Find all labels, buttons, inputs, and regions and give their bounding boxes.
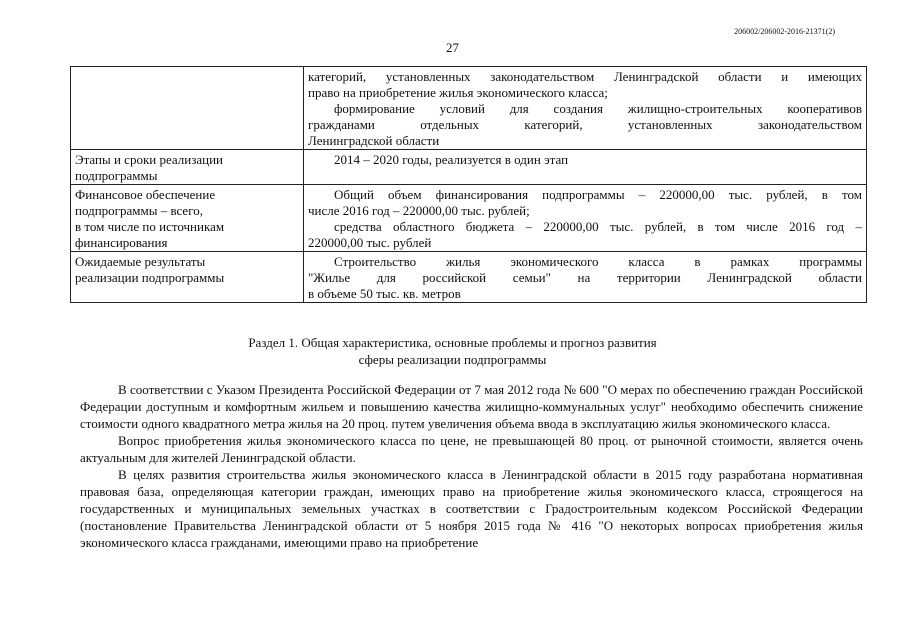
table-cell-value xyxy=(304,150,867,185)
text-line: финансирования xyxy=(75,235,168,250)
paragraph: В целях развития строительства жилья экономического класса в Ленинградской области в 2015 году разработана нормативная правовая база, определяющая категории граждан, имеющих право на приобретение жилья экономического класса, строящегося на государственных и муниципальных земельных участках в соответствии с Градостроительным кодексом Российской Федерации (постановление Правительства Ленинградской области от 5 ноября 2015 года № 416 "О некоторых вопросах приобретения жилья экономического класса гражданами, имеющими право на приобретение xyxy=(80,467,863,550)
text-line: в том числе по источникам xyxy=(75,219,225,234)
text-line: право на приобретение жилья экономического класса; xyxy=(308,85,608,100)
text-line: формирование условий для создания жилищно-строительных кооперативов xyxy=(334,101,862,116)
table-row xyxy=(71,185,867,252)
table-cell-label xyxy=(71,252,304,303)
section-title-line: Раздел 1. Общая характеристика, основные проблемы и прогноз развития xyxy=(248,335,657,350)
text-line: Ленинградской области xyxy=(308,133,440,148)
section-body xyxy=(80,381,863,551)
document-id: 206002/206002-2016-21371(2) xyxy=(734,27,835,36)
text-line: "Жилье для российской семьи" на территории Ленинградской области xyxy=(308,270,862,285)
table-row xyxy=(71,252,867,303)
text-line: числе 2016 год – 220000,00 тыс. рублей; xyxy=(308,203,530,218)
table-row xyxy=(71,67,867,150)
text-line: категорий, установленных законодательством Ленинградской области и имеющих xyxy=(308,69,862,84)
table-cell-label xyxy=(71,67,304,150)
text-line: 2014 – 2020 годы, реализуется в один этап xyxy=(334,152,569,167)
paragraph: В соответствии с Указом Президента Российской Федерации от 7 мая 2012 года № 600 "О мерах по обеспечению граждан Российской Федерации доступным и комфортным жильем и повышению качества жилищно-коммунальных услуг" необходимо обеспечить снижение стоимости одного квадратного метра жилья на 20 проц. путем увеличения объема ввода в эксплуатацию жилья экономического класса. xyxy=(80,382,863,431)
text-line: подпрограммы xyxy=(75,168,158,183)
section-title-line: сферы реализации подпрограммы xyxy=(358,352,547,367)
table-cell-label xyxy=(71,150,304,185)
section-title xyxy=(0,334,905,368)
table-cell-label xyxy=(71,185,304,252)
text-line: Строительство жилья экономического класса в рамках программы xyxy=(334,254,862,269)
text-line: реализации подпрограммы xyxy=(75,270,225,285)
page-number: 27 xyxy=(446,40,459,55)
text-line: в объеме 50 тыс. кв. метров xyxy=(308,286,461,301)
table-row xyxy=(71,150,867,185)
text-line: 220000,00 тыс. рублей xyxy=(308,235,432,250)
text-line: Финансовое обеспечение xyxy=(75,187,216,202)
subprogram-passport-table xyxy=(70,66,867,303)
table-cell-value xyxy=(304,185,867,252)
text-line: Общий объем финансирования подпрограммы – 220000,00 тыс. рублей, в том xyxy=(334,187,862,202)
text-line: гражданами отдельных категорий, установленных законодательством xyxy=(308,117,862,132)
text-line: Этапы и сроки реализации xyxy=(75,152,223,167)
paragraph: Вопрос приобретения жилья экономического класса по цене, не превышающей 80 проц. от рыночной стоимости, является очень актуальным для жителей Ленинградской области. xyxy=(80,433,863,465)
text-line: средства областного бюджета – 220000,00 тыс. рублей, в том числе 2016 год – xyxy=(334,219,862,234)
text-line: подпрограммы – всего, xyxy=(75,203,203,218)
text-line: Ожидаемые результаты xyxy=(75,254,206,269)
table-cell-value xyxy=(304,67,867,150)
table-cell-value xyxy=(304,252,867,303)
